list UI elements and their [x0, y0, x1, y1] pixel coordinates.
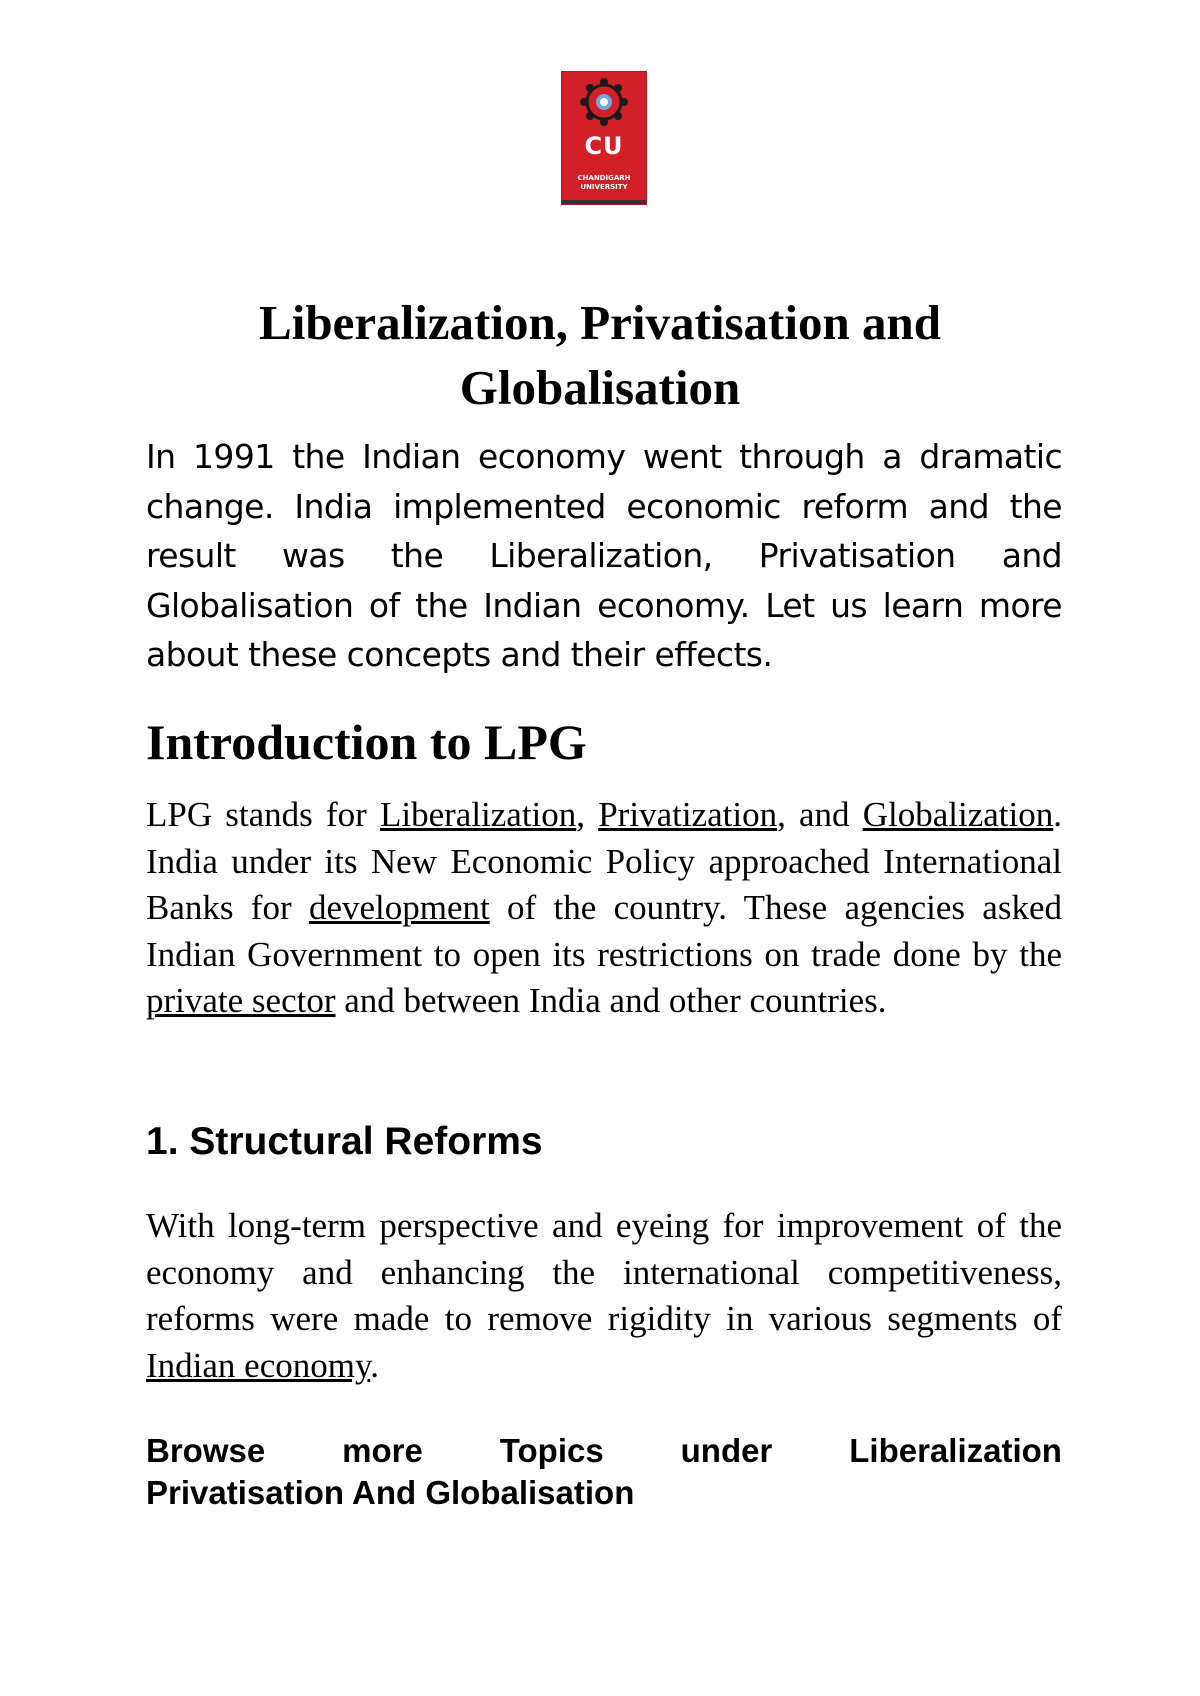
link-globalization[interactable]: Globalization — [862, 795, 1054, 834]
link-private-sector[interactable]: private sector — [146, 981, 336, 1020]
text-span: and between India and other countries. — [335, 981, 887, 1020]
text-span: of the country. These agencies asked Indian Government to open its restrictions on trade done by the — [146, 888, 1062, 974]
browse-line-2[interactable]: Privatisation And Globalisation — [146, 1474, 635, 1511]
text-span: LPG stands for — [146, 795, 380, 834]
page-title: Liberalization, Privatisation and Globalisation — [259, 295, 941, 415]
text-span: With long-term perspective and eyeing for improvement of the economy and enhancing the international competitiveness, reforms were made to remove rigidity in various segments of — [146, 1206, 1062, 1338]
logo-line-1: CHANDIGARH — [577, 174, 631, 182]
link-indian-economy[interactable]: Indian economy — [146, 1345, 371, 1385]
logo-initials: CU — [584, 132, 624, 160]
section-heading-structural-reforms: 1. Structural Reforms — [146, 1120, 543, 1163]
logo-bottom-bar — [562, 200, 646, 204]
link-privatization[interactable]: Privatization — [598, 795, 778, 834]
section-heading-lpg: Introduction to LPG — [146, 714, 587, 770]
logo-line-2: UNIVERSITY — [580, 183, 628, 191]
university-logo — [562, 72, 646, 204]
browse-line-1 — [146, 1430, 1062, 1472]
browse-word: under — [680, 1432, 773, 1469]
text-span: , — [576, 795, 599, 834]
link-liberalization[interactable]: Liberalization — [379, 795, 577, 834]
browse-word: Browse — [146, 1432, 266, 1469]
browse-word: more — [342, 1432, 423, 1469]
link-development[interactable]: development — [308, 888, 490, 927]
structural-reforms-paragraph — [146, 1203, 1062, 1389]
text-span: . — [370, 1345, 379, 1385]
browse-word[interactable]: Liberalization — [849, 1432, 1062, 1469]
browse-more-topics — [146, 1430, 1062, 1514]
text-span: . India under its New Economic Policy approached International Banks for — [146, 795, 1062, 927]
text-span: , and — [777, 795, 863, 834]
intro-paragraph: In 1991 the Indian economy went through a dramatic change. India implemented economic reform and the result was the Liberalization, Privatisation and Globalisation of the Indian economy. Let us learn more about these concepts and their effects. — [146, 437, 1062, 674]
browse-word: Topics — [499, 1432, 604, 1469]
emblem-icon — [562, 72, 646, 132]
lpg-paragraph — [146, 792, 1062, 1025]
